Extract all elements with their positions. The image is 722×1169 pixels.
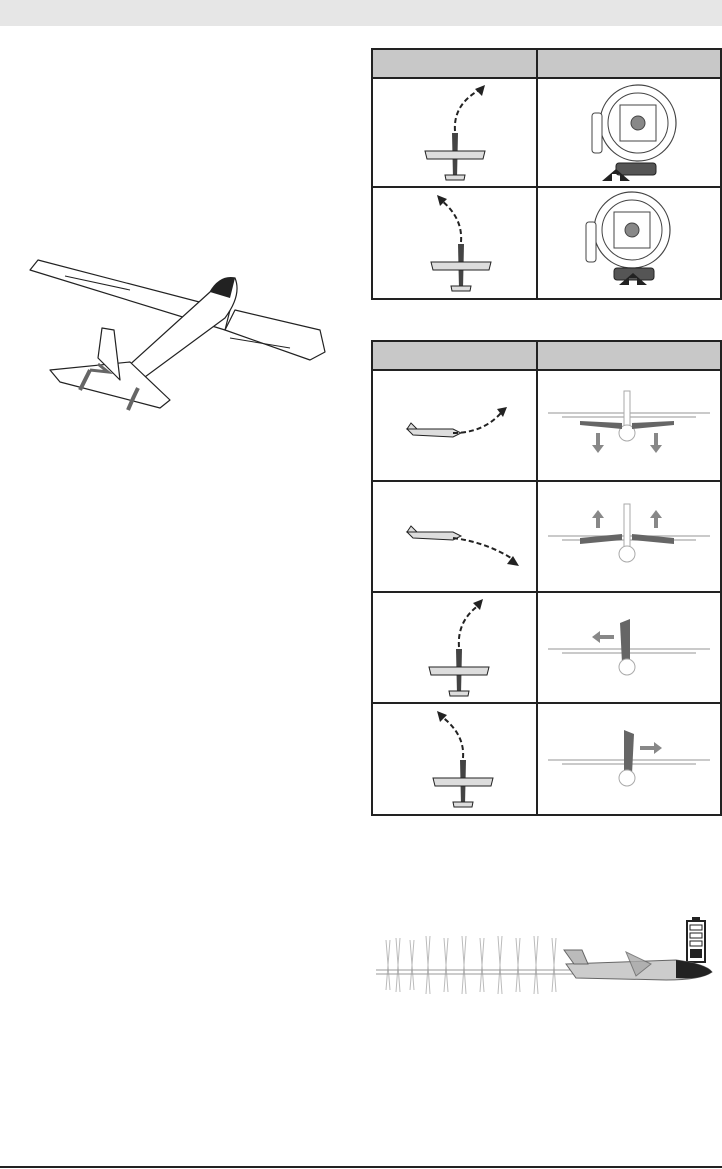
airplane-isometric-icon xyxy=(20,250,330,440)
airplane-rearview-icon xyxy=(538,704,720,816)
control-row-left-surface xyxy=(537,703,721,815)
control-row-left-maneuver xyxy=(372,703,537,815)
control-row-dive-surface xyxy=(537,481,721,592)
airplane-topview-icon xyxy=(373,593,536,704)
airplane-topview-icon xyxy=(373,704,536,816)
control-row-climb-surface xyxy=(537,370,721,481)
airplane-topview-icon xyxy=(373,188,536,300)
airplane-sideview-icon xyxy=(373,371,536,482)
control-row-climb-maneuver xyxy=(372,370,537,481)
trim-row-right-trim xyxy=(537,78,721,187)
airplane-rearview-icon xyxy=(538,371,720,482)
control-row-right-maneuver xyxy=(372,592,537,703)
airplane-rearview-icon xyxy=(538,593,720,704)
control-row-dive-maneuver xyxy=(372,481,537,592)
airplane-topview-icon xyxy=(373,79,536,188)
control-table-header-maneuver xyxy=(372,341,537,370)
trim-table xyxy=(371,48,722,300)
airplane-sideview-icon xyxy=(373,482,536,593)
control-table xyxy=(371,340,722,816)
trim-row-right-direction xyxy=(372,78,537,187)
trim-row-left-trim xyxy=(537,187,721,299)
trim-table-header-direction xyxy=(372,49,537,78)
airplane-rearview-icon xyxy=(538,482,720,593)
bottom-rule xyxy=(0,1166,722,1168)
transmitter-gimbal-icon xyxy=(538,79,720,188)
trim-table-header-trim xyxy=(537,49,721,78)
header-bar xyxy=(0,0,722,26)
trim-row-left-direction xyxy=(372,187,537,299)
control-table-header-surface xyxy=(537,341,721,370)
transmitter-gimbal-icon xyxy=(538,188,720,300)
airplane-vibration-icon xyxy=(376,930,716,1000)
control-row-right-surface xyxy=(537,592,721,703)
